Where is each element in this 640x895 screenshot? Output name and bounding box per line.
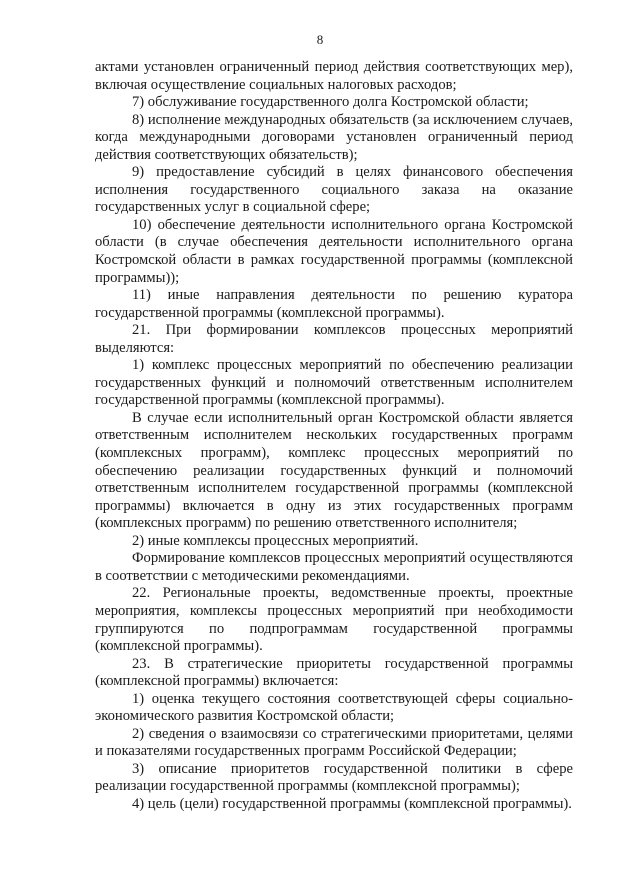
- document-body: [95, 59, 573, 814]
- paragraph-clause-21-note: В случае если исполнительный орган Костромской области является ответственным исполнителем нескольких государственных программ (комплексных программ), комплекс процессных мероприятий по обеспечению реализации государственных функций и полномочий ответственным исполнителем государственной программы (комплексной программы) включается в одну из этих государственных программ (комплексных программ) по решению ответственного исполнителя;: [95, 409, 573, 532]
- paragraph-clause-23-item-4: 4) цель (цели) государственной программы (комплексной программы).: [132, 795, 572, 812]
- paragraph-clause-21-item-2: 2) иные комплексы процессных мероприятий.: [132, 532, 419, 549]
- paragraph-item-8: 8) исполнение международных обязательств (за исключением случаев, когда международными договорами установлен ограниченный период действия соответствующих обязательств);: [95, 111, 573, 163]
- paragraph-clause-23-item-1: 1) оценка текущего состояния соответствующей сферы социально-экономического развития Костромской области;: [95, 690, 573, 725]
- paragraph-item-10: 10) обеспечение деятельности исполнительного органа Костромской области (в случае обеспечения деятельности исполнительного органа Костромской области в рамках государственной программы (комплексной программы));: [95, 216, 573, 286]
- paragraph-clause-23: 23. В стратегические приоритеты государственной программы (комплексной программы) включается:: [95, 655, 573, 690]
- paragraph-item-11: 11) иные направления деятельности по решению куратора государственной программы (комплексной программы).: [95, 287, 573, 321]
- paragraph-clause-21-item-1: 1) комплекс процессных мероприятий по обеспечению реализации государственных функций и полномочий ответственным исполнителем государственной программы (комплексной программы).: [95, 357, 573, 409]
- paragraph-item-7: 7) обслуживание государственного долга Костромской области;: [132, 94, 529, 111]
- paragraph-clause-21: 21. При формировании комплексов процессных мероприятий выделяются:: [95, 322, 573, 356]
- paragraph-clause-22: 22. Региональные проекты, ведомственные проекты, проектные мероприятия, комплексы процессных мероприятий при необходимости группируются по подпрограммам государственной программы (комплексной программы).: [95, 585, 573, 655]
- paragraph-item-9: 9) предоставление субсидий в целях финансового обеспечения исполнения государственного социального заказа на оказание государственных услуг в социальной сфере;: [95, 164, 573, 216]
- paragraph-continuation: актами установлен ограниченный период действия соответствующих мер), включая осуществление социальных налоговых расходов;: [95, 59, 573, 93]
- page-number: 8: [316, 32, 324, 47]
- paragraph-clause-23-item-2: 2) сведения о взаимосвязи со стратегическими приоритетами, целями и показателями государственных программ Российской Федерации;: [95, 725, 573, 760]
- paragraph-clause-23-item-3: 3) описание приоритетов государственной политики в сфере реализации государственной программы (комплексной программы);: [95, 760, 573, 795]
- paragraph-clause-21-formation: Формирование комплексов процессных мероприятий осуществляются в соответствии с методическими рекомендациями.: [95, 550, 573, 584]
